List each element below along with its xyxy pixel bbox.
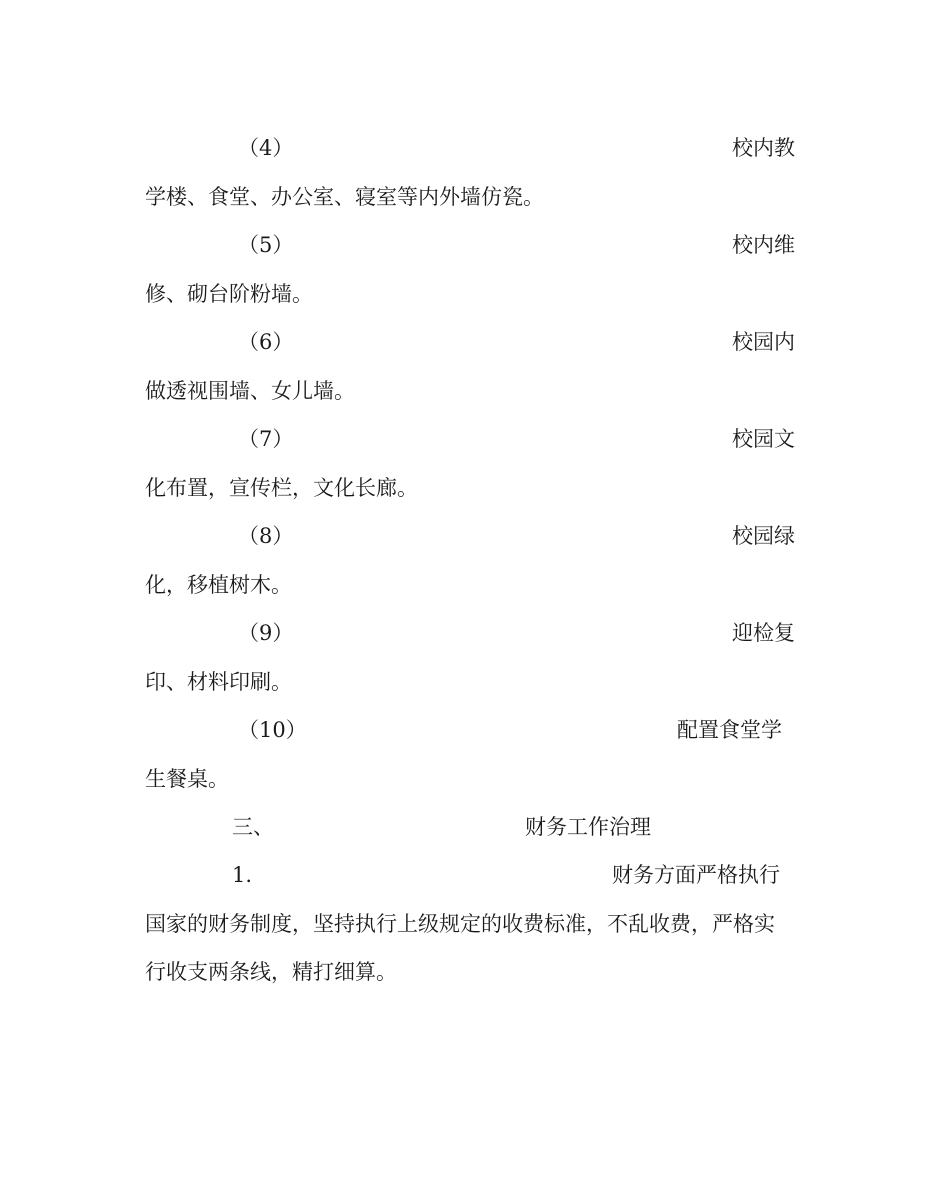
para-1-lead: 财务方面严格执行 <box>612 863 780 887</box>
item-9-continuation: 印、材料印刷。 <box>145 670 292 694</box>
item-7-continuation: 化布置，宣传栏，文化长廊。 <box>145 476 418 500</box>
item-9-lead: 迎检复 <box>732 621 795 645</box>
para-1-line-1: 国家的财务制度，坚持执行上级规定的收费标准，不乱收费，严格实 <box>145 912 775 936</box>
item-6-number: （6） <box>238 330 294 354</box>
item-10-continuation: 生餐桌。 <box>145 767 229 791</box>
item-6-continuation: 做透视围墙、女儿墙。 <box>145 379 355 403</box>
item-4-lead: 校内教 <box>732 136 795 160</box>
item-7-lead: 校园文 <box>732 427 795 451</box>
item-5-lead: 校内维 <box>732 233 795 257</box>
item-8-continuation: 化，移植树木。 <box>145 573 292 597</box>
para-1-number: 1. <box>232 863 253 887</box>
item-4-continuation: 学楼、食堂、办公室、寝室等内外墙仿瓷。 <box>145 185 544 209</box>
item-5-continuation: 修、砌台阶粉墙。 <box>145 282 313 306</box>
item-10-number: （10） <box>238 718 307 742</box>
item-6-lead: 校园内 <box>732 330 795 354</box>
para-1-line-2: 行收支两条线，精打细算。 <box>145 960 397 984</box>
section-number: 三、 <box>232 815 274 839</box>
item-8-lead: 校园绿 <box>732 524 795 548</box>
item-5-number: （5） <box>238 233 294 257</box>
item-10-lead: 配置食堂学 <box>677 718 782 742</box>
item-4-number: （4） <box>238 136 294 160</box>
item-7-number: （7） <box>238 427 294 451</box>
item-8-number: （8） <box>238 524 294 548</box>
item-9-number: （9） <box>238 621 294 645</box>
section-title: 财务工作治理 <box>525 815 651 839</box>
